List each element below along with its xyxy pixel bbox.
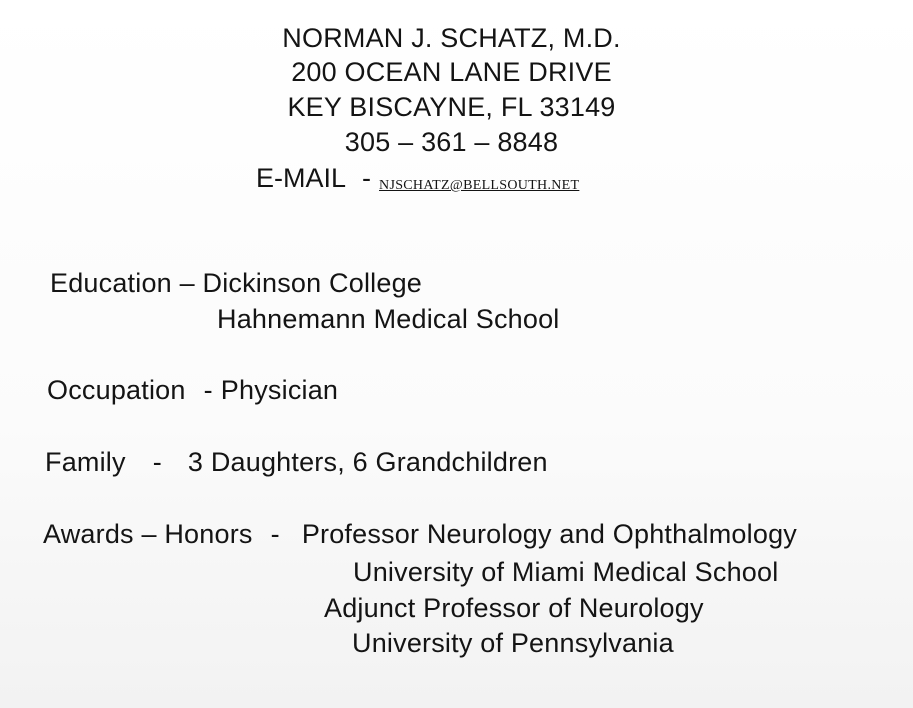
education-line: Education – Dickinson College (50, 268, 423, 298)
email-address: NJSCHATZ@BELLSOUTH.NET (379, 178, 580, 193)
occupation-value: Physician (220, 375, 339, 405)
occupation-sep: - (203, 375, 213, 405)
awards-position-1: Professor Neurology and Ophthalmology (301, 519, 797, 549)
email-label: E-MAIL (256, 163, 347, 193)
family-sep: - (152, 447, 162, 477)
education-school-2: Hahnemann Medical School (217, 304, 560, 334)
occupation-line (47, 374, 338, 406)
awards-sep: - (270, 519, 280, 549)
city-state-zip: KEY BISCAYNE, FL 33149 (287, 92, 616, 122)
author-name: NORMAN J. SCHATZ, M.D. (282, 23, 621, 53)
awards-line (43, 518, 797, 550)
occupation-label: Occupation (47, 375, 186, 405)
awards-label: Awards – Honors (43, 519, 253, 549)
email-dash: - (362, 163, 372, 193)
phone-number: 305 – 361 – 8848 (344, 127, 559, 157)
awards-institution-2: University of Pennsylvania (352, 628, 674, 658)
email-row (256, 162, 579, 194)
family-value: 3 Daughters, 6 Grandchildren (187, 447, 548, 477)
family-label: Family (45, 447, 126, 477)
awards-position-2: Adjunct Professor of Neurology (324, 593, 704, 623)
street-address: 200 OCEAN LANE DRIVE (291, 57, 612, 87)
awards-institution-1: University of Miami Medical School (353, 557, 779, 587)
family-line (45, 446, 548, 478)
